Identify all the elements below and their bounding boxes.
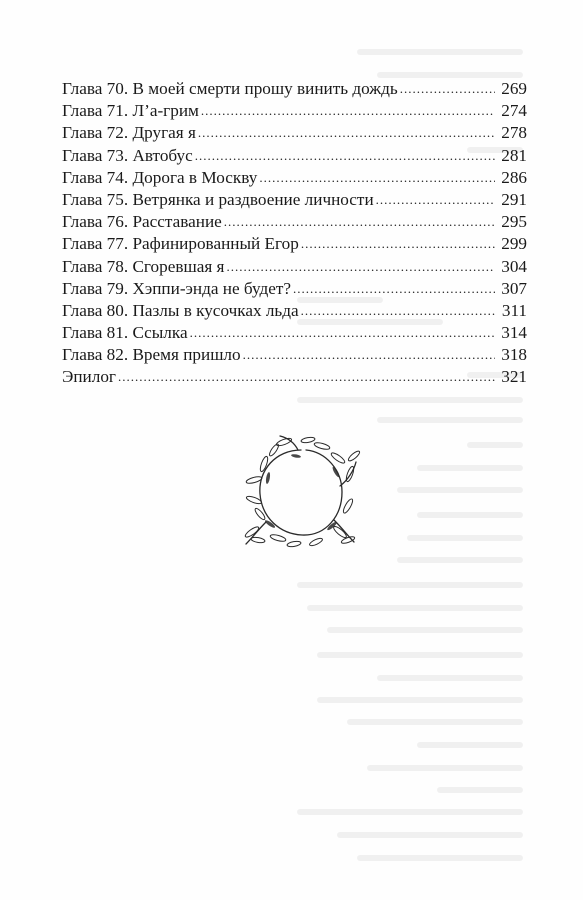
toc-entry-title: Глава 75. Ветрянка и раздвоение личности <box>62 189 374 209</box>
toc-entry-page: 274 <box>501 101 527 121</box>
toc-leader-dots <box>224 210 495 233</box>
toc-leader-dots <box>301 232 495 255</box>
toc-entry-title: Глава 79. Хэппи-энда не будет? <box>62 278 292 298</box>
toc-entry <box>62 78 527 100</box>
toc-entry-page: 269 <box>501 79 527 98</box>
toc-entry-page: 291 <box>501 189 527 209</box>
toc-entry-title: Глава 76. Расставание <box>62 212 222 232</box>
toc-entry <box>62 167 527 189</box>
toc-entry <box>62 189 527 211</box>
toc-entry <box>62 344 527 366</box>
toc-entry <box>62 122 527 144</box>
toc-entry-title: Глава 70. В моей смерти прошу винить дождь <box>62 79 398 98</box>
toc-entry-title: Глава 81. Ссылка <box>62 323 188 343</box>
toc-entry-title: Глава 74. Дорога в Москву <box>62 167 258 187</box>
toc-leader-dots <box>293 277 495 300</box>
toc-leader-dots <box>301 299 495 322</box>
toc-entry <box>62 256 527 278</box>
toc-entry-title: Эпилог <box>62 367 116 387</box>
toc-leader-dots <box>118 365 495 388</box>
toc-entry-page: 281 <box>501 145 527 165</box>
toc-leader-dots <box>376 188 495 211</box>
toc-entry-page: 311 <box>501 300 527 320</box>
toc-entry-title: Глава 78. Сгоревшая я <box>62 256 225 276</box>
toc-leader-dots <box>198 121 495 144</box>
toc-entry <box>62 211 527 233</box>
toc-entry <box>62 233 527 255</box>
toc-entry <box>62 100 527 122</box>
toc-leader-dots <box>226 255 495 278</box>
laurel-wreath-icon <box>236 428 366 558</box>
toc-entry-page: 299 <box>501 234 527 254</box>
toc-entry <box>62 322 527 344</box>
toc-leader-dots <box>400 77 495 100</box>
toc-entry-page: 314 <box>501 323 527 343</box>
toc-entry <box>62 145 527 167</box>
toc-leader-dots <box>243 343 495 366</box>
toc-entry-title: Глава 80. Пазлы в кусочках льда <box>62 300 299 320</box>
toc-entry-page: 307 <box>501 278 527 298</box>
toc-entry <box>62 300 527 322</box>
table-of-contents <box>62 78 527 389</box>
toc-entry-page: 278 <box>501 123 527 143</box>
toc-entry-title: Глава 82. Время пришло <box>62 345 241 365</box>
toc-leader-dots <box>201 99 495 122</box>
toc-leader-dots <box>259 166 495 189</box>
toc-entry-page: 321 <box>501 367 527 387</box>
toc-entry-title: Глава 77. Рафинированный Егор <box>62 234 299 254</box>
toc-entry-page: 295 <box>501 212 527 232</box>
toc-entry-title: Глава 73. Автобус <box>62 145 193 165</box>
toc-entry-title: Глава 71. Л’а-грим <box>62 101 199 121</box>
toc-entry <box>62 278 527 300</box>
toc-entry-page: 286 <box>501 167 527 187</box>
toc-entry <box>62 366 527 388</box>
toc-leader-dots <box>195 144 495 167</box>
toc-entry-title: Глава 72. Другая я <box>62 123 196 143</box>
toc-entry-page: 318 <box>501 345 527 365</box>
toc-leader-dots <box>190 321 495 344</box>
toc-entry-page: 304 <box>501 256 527 276</box>
